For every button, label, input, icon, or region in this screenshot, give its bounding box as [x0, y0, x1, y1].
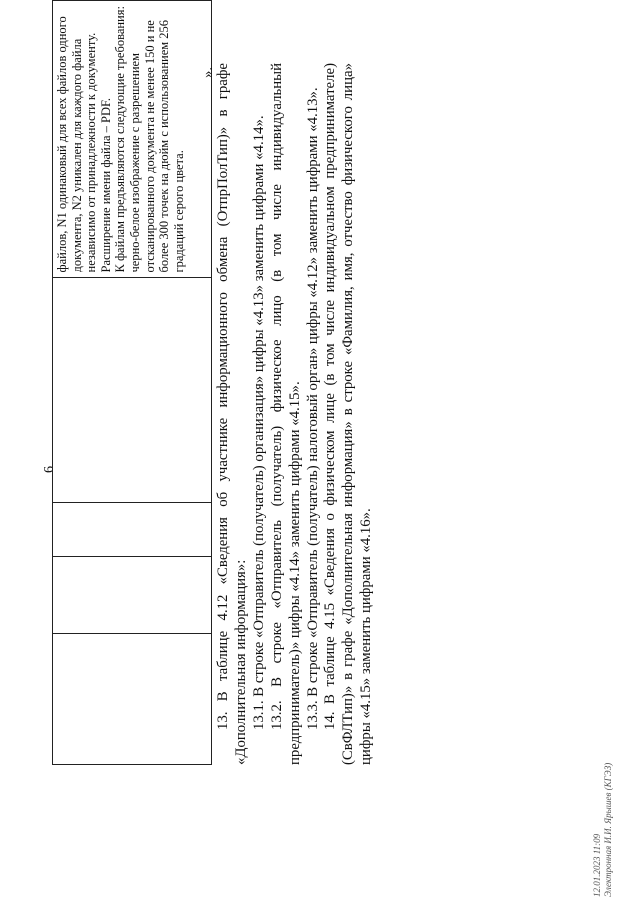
paragraph-13: 13. В таблице 4.12 «Сведения об участнике информационного обмена (ОтпрПолТип)» в графе «Дополнительная информация»:	[215, 63, 249, 765]
electronic-signature-stamp	[592, 763, 614, 897]
cell-line: документа, N2 уникален для каждого файла	[69, 38, 84, 273]
stamp-line: 12.01.2023 11:09	[592, 833, 602, 897]
table-cell-empty	[53, 557, 212, 634]
cell-line: файлов, N1 одинаковый для всех файлов одного	[55, 16, 69, 273]
table-cell-empty	[53, 634, 212, 765]
cell-line: черно-белое изображение с разрешением	[127, 53, 142, 273]
page-number: 6	[42, 466, 57, 473]
cell-line: градаций серого цвета.	[171, 150, 186, 273]
table-cell-empty	[53, 278, 212, 502]
paragraph-13-2: 13.2. В строке «Отправитель (получатель) физическое лицо (в том числе индивидуальный предприниматель)» цифры «4.14» заменить цифрами «4.15».	[268, 63, 303, 765]
closing-quote: ».	[200, 66, 216, 78]
table-cell-requirements	[53, 1, 212, 279]
table-row	[53, 1, 212, 765]
paragraph-13-3: 13.3. В строке «Отправитель (получатель) налоговый орган» цифры «4.12» заменить цифрами «4.13».	[304, 87, 321, 730]
cell-line: К файлам предъявляются следующие требования:	[113, 6, 128, 273]
stamp-line: Электронная И.И. Ярышев (КГЭЗ)	[603, 762, 613, 897]
cell-line: независимо от принадлежности к документу.	[84, 32, 99, 273]
paragraph-13-1: 13.1. В строке «Отправитель (получатель) организация» цифры «4.13» заменить цифрами «4.14».	[250, 115, 267, 730]
amendment-text	[215, 63, 376, 765]
table-cell-empty	[53, 502, 212, 557]
paragraph-14: 14. В таблице 4.15 «Сведения о физическом лице (в том числе индивидуальном предпринимателе) (СвФЛТип)» в графе «Дополнительная информация» в строке «Фамилия, имя, отчество физического лица» цифры «4.15» заменить цифрами «4.16».	[322, 63, 375, 765]
cell-line: более 300 точек на дюйм с использованием 256	[157, 19, 172, 273]
continuation-table	[52, 0, 212, 765]
cell-line: отсканированного документа не менее 150 и не	[142, 20, 157, 273]
cell-line: Расширение имени файла – PDF.	[98, 97, 113, 273]
